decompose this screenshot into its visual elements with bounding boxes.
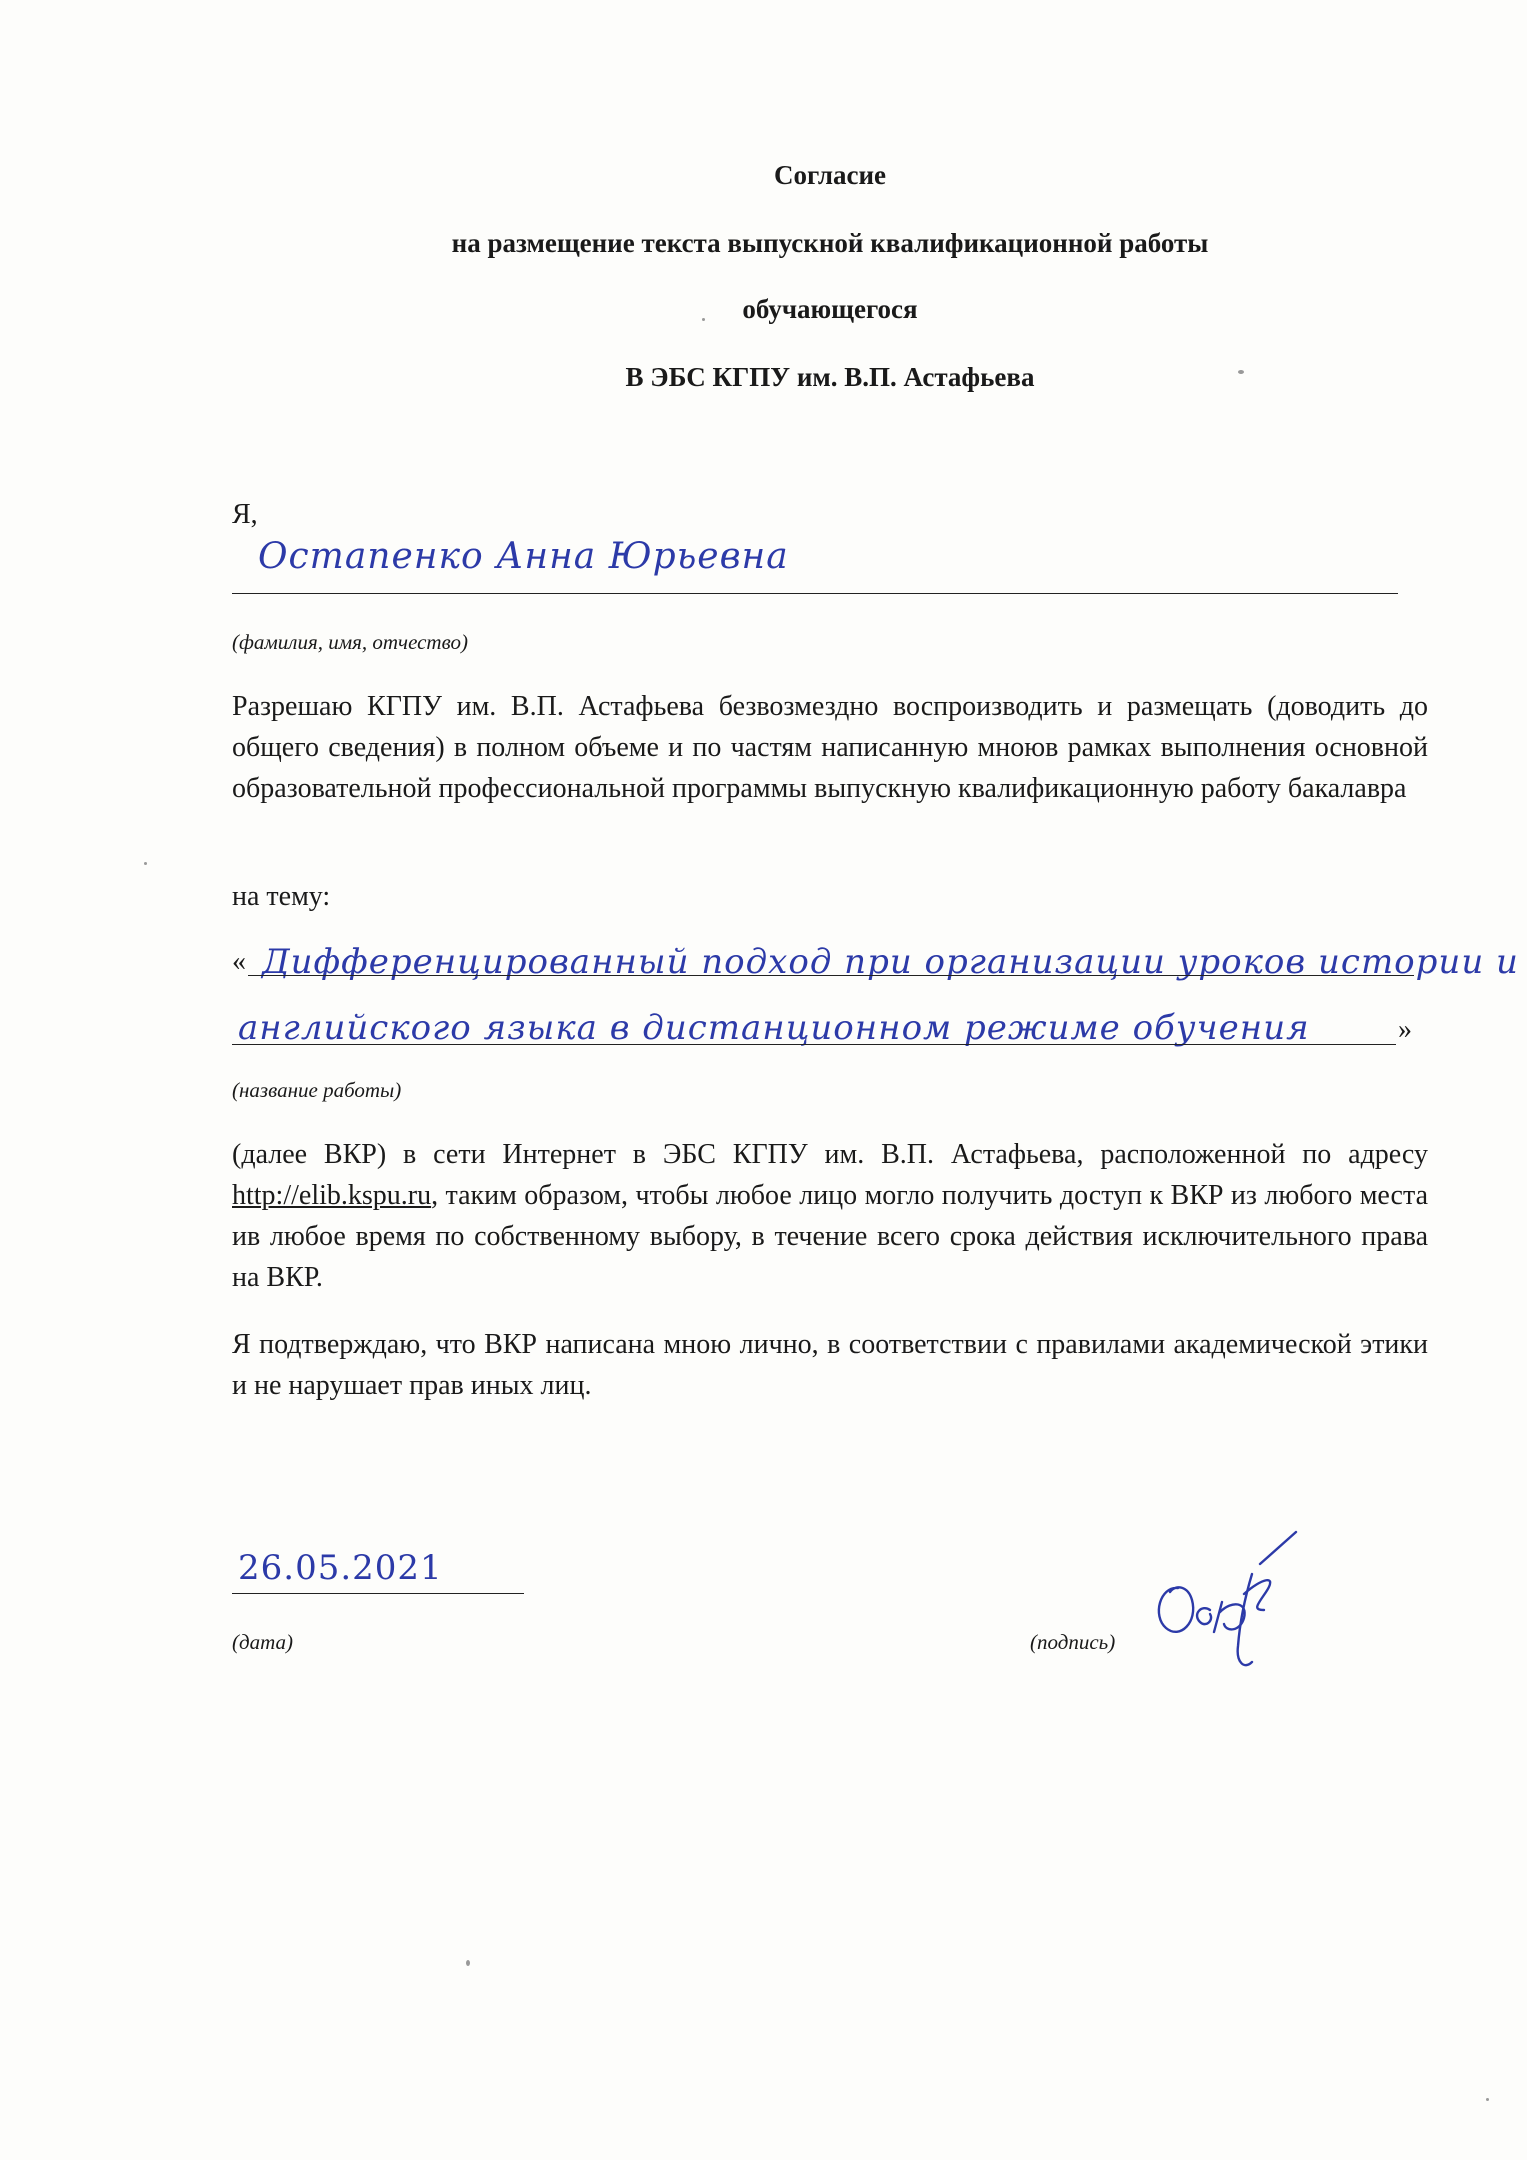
intro-pronoun: Я, [232,499,258,530]
handwritten-topic-line-2: английского языка в дистанционном режиме обучения [238,1008,1310,1048]
name-caption: (фамилия, имя, отчество) [232,630,468,654]
signature-caption: (подпись) [1030,1630,1116,1654]
handwritten-topic-line-1: Дифференцированный подход при организации уроков истории и [262,942,1519,982]
library-link[interactable]: http://elib.kspu.ru [232,1180,432,1211]
scan-speck [144,862,147,865]
document-subtitle: на размещение текста выпускной квалификационной работы [451,228,1209,258]
scan-speck [1486,2098,1489,2101]
signature-image [1140,1528,1300,1678]
terms-text-end: , таким образом, чтобы любое лицо могло получить доступ к ВКР из любого места ив любое время по собственному выбору, в течение всего срока действия исключительного права на ВКР. [232,1180,1428,1293]
handwritten-full-name: Остапенко Анна Юрьевна [258,536,789,577]
topic-underline-2 [232,1044,1396,1045]
permission-paragraph: Разрешаю КГПУ им. В.П. Астафьева безвозмездно воспроизводить и размещать (доводить до общего сведения) в полном объеме и по частям написанную мноюв рамках выполнения основной образовательной профессиональной программы выпускную квалификационную работу бакалавра [232,691,1428,804]
handwritten-date: 26.05.2021 [238,1548,443,1588]
date-caption: (дата) [232,1630,294,1654]
terms-text-start: (далее ВКР) в сети Интернет в ЭБС КГПУ им. В.П. Астафьева, расположенной по адресу [232,1139,1428,1170]
topic-close-quote: » [1398,1014,1412,1045]
topic-open-quote: « [232,946,246,977]
scan-speck [1238,370,1244,374]
document-title: Согласие [773,160,887,190]
topic-underline-1 [248,975,1414,976]
document-subtitle-library: В ЭБС КГПУ им. В.П. Астафьева [625,362,1035,392]
topic-caption: (название работы) [232,1078,402,1102]
name-underline [232,593,1398,594]
topic-label: на тему: [232,881,331,912]
document-subtitle-student: обучающегося [742,294,918,324]
scan-speck [466,1960,470,1966]
scan-speck [702,318,705,321]
terms-paragraph [232,1134,1428,1298]
date-underline [232,1593,524,1594]
confirmation-paragraph: Я подтверждаю, что ВКР написана мною лично, в соответствии с правилами академической этики и не нарушает прав иных лиц. [232,1329,1428,1401]
